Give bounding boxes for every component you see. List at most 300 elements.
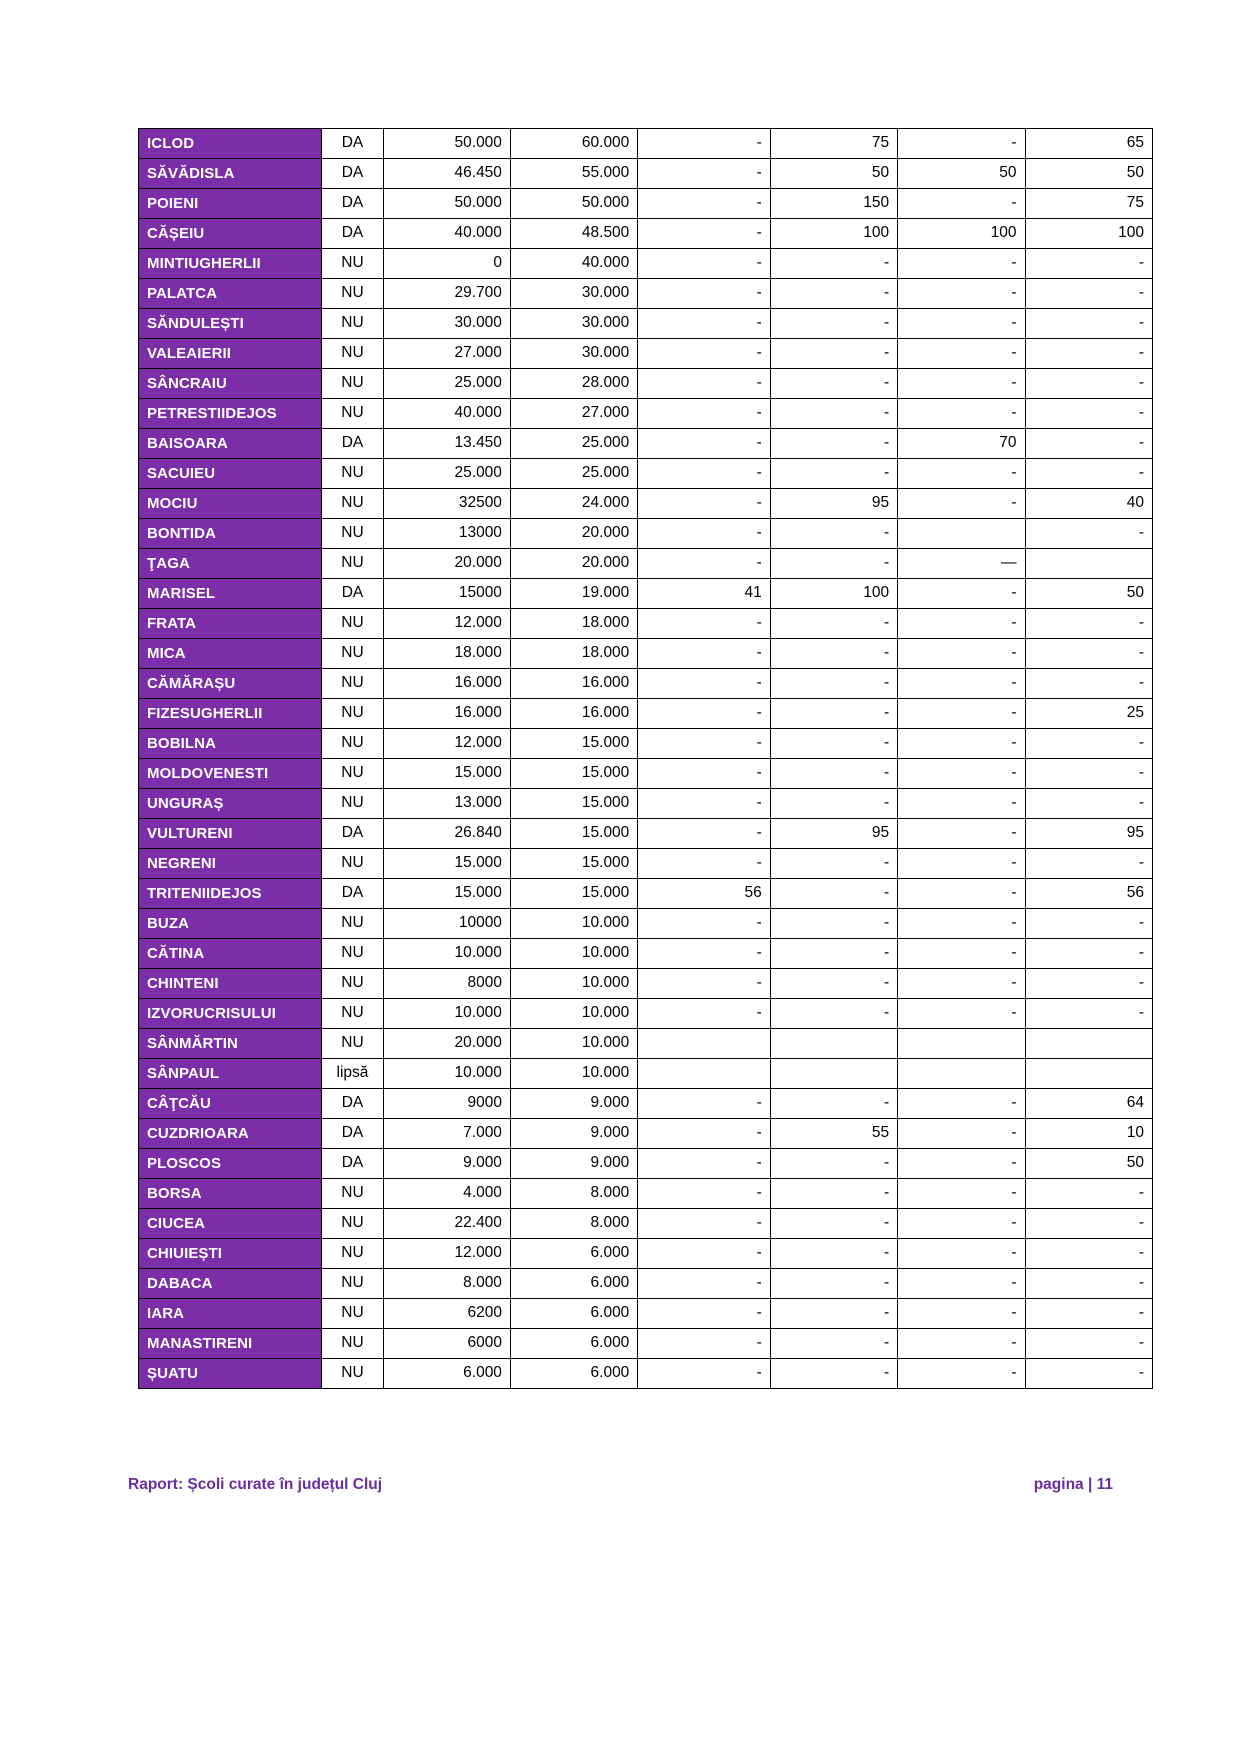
- cell-status: NU: [322, 609, 383, 639]
- cell-locality-name: SACUIEU: [139, 459, 322, 489]
- cell-status: NU: [322, 1359, 383, 1389]
- table-row: [139, 429, 1153, 459]
- cell-v3: -: [638, 1269, 770, 1299]
- cell-v2: 24.000: [510, 489, 637, 519]
- cell-v4: -: [770, 669, 897, 699]
- cell-status: NU: [322, 459, 383, 489]
- cell-v3: -: [638, 339, 770, 369]
- cell-v6: -: [1025, 1209, 1152, 1239]
- cell-status: NU: [322, 669, 383, 699]
- cell-v2: 6.000: [510, 1359, 637, 1389]
- cell-v6: 50: [1025, 579, 1152, 609]
- cell-v4: 50: [770, 159, 897, 189]
- cell-v1: 12.000: [383, 1239, 510, 1269]
- cell-v6: -: [1025, 369, 1152, 399]
- cell-v3: -: [638, 309, 770, 339]
- cell-status: NU: [322, 279, 383, 309]
- table-row: [139, 1179, 1153, 1209]
- cell-v3: -: [638, 489, 770, 519]
- cell-v5: -: [898, 1089, 1025, 1119]
- cell-locality-name: MARISEL: [139, 579, 322, 609]
- cell-v3: -: [638, 129, 770, 159]
- cell-v4: -: [770, 1359, 897, 1389]
- cell-v4: -: [770, 309, 897, 339]
- cell-status: NU: [322, 909, 383, 939]
- schools-data-table: [138, 128, 1153, 1389]
- table-row: [139, 1359, 1153, 1389]
- cell-status: DA: [322, 1089, 383, 1119]
- cell-v2: 8.000: [510, 1179, 637, 1209]
- cell-locality-name: CĂTINA: [139, 939, 322, 969]
- cell-v1: 16.000: [383, 699, 510, 729]
- cell-v1: 29.700: [383, 279, 510, 309]
- table-row: [139, 1029, 1153, 1059]
- cell-v5: -: [898, 129, 1025, 159]
- cell-v4: -: [770, 369, 897, 399]
- cell-v2: 18.000: [510, 609, 637, 639]
- cell-v6: -: [1025, 279, 1152, 309]
- cell-locality-name: CIUCEA: [139, 1209, 322, 1239]
- cell-v4: -: [770, 459, 897, 489]
- cell-v3: -: [638, 729, 770, 759]
- cell-v4: -: [770, 339, 897, 369]
- cell-v4: -: [770, 609, 897, 639]
- table-row: [139, 369, 1153, 399]
- cell-v1: 15.000: [383, 759, 510, 789]
- cell-v1: 26.840: [383, 819, 510, 849]
- cell-v5: -: [898, 399, 1025, 429]
- cell-v1: 6.000: [383, 1359, 510, 1389]
- cell-v5: -: [898, 1209, 1025, 1239]
- cell-v6: -: [1025, 639, 1152, 669]
- cell-v6: 50: [1025, 159, 1152, 189]
- cell-v5: -: [898, 609, 1025, 639]
- cell-status: NU: [322, 1329, 383, 1359]
- cell-v2: 50.000: [510, 189, 637, 219]
- cell-v1: 15000: [383, 579, 510, 609]
- cell-v3: -: [638, 669, 770, 699]
- cell-v5: -: [898, 1179, 1025, 1209]
- cell-locality-name: ŢAGA: [139, 549, 322, 579]
- table-row: [139, 159, 1153, 189]
- cell-v4: 150: [770, 189, 897, 219]
- table-row: [139, 549, 1153, 579]
- cell-v6: -: [1025, 909, 1152, 939]
- cell-v4: -: [770, 789, 897, 819]
- cell-v3: -: [638, 1089, 770, 1119]
- cell-v3: -: [638, 819, 770, 849]
- cell-status: NU: [322, 1269, 383, 1299]
- cell-status: NU: [322, 399, 383, 429]
- cell-v3: -: [638, 1209, 770, 1239]
- cell-v3: -: [638, 1149, 770, 1179]
- cell-v5: -: [898, 189, 1025, 219]
- cell-v6: -: [1025, 849, 1152, 879]
- cell-v4: -: [770, 1329, 897, 1359]
- cell-v3: -: [638, 789, 770, 819]
- cell-status: NU: [322, 789, 383, 819]
- cell-v5: -: [898, 1299, 1025, 1329]
- data-table-container: [138, 128, 1153, 1389]
- cell-v1: 32500: [383, 489, 510, 519]
- cell-v5: -: [898, 819, 1025, 849]
- cell-v1: 22.400: [383, 1209, 510, 1239]
- cell-locality-name: NEGRENI: [139, 849, 322, 879]
- cell-v5: -: [898, 789, 1025, 819]
- cell-v1: 12.000: [383, 609, 510, 639]
- cell-status: NU: [322, 1239, 383, 1269]
- cell-v2: 40.000: [510, 249, 637, 279]
- cell-v4: 75: [770, 129, 897, 159]
- table-row: [139, 849, 1153, 879]
- cell-v6: -: [1025, 759, 1152, 789]
- cell-v5: -: [898, 1149, 1025, 1179]
- cell-v6: -: [1025, 1359, 1152, 1389]
- cell-v6: 25: [1025, 699, 1152, 729]
- cell-status: NU: [322, 759, 383, 789]
- cell-v2: 10.000: [510, 939, 637, 969]
- cell-v4: -: [770, 1179, 897, 1209]
- cell-v6: [1025, 1029, 1152, 1059]
- cell-v3: [638, 1029, 770, 1059]
- cell-v6: 100: [1025, 219, 1152, 249]
- cell-v4: 100: [770, 579, 897, 609]
- table-row: [139, 729, 1153, 759]
- table-row: [139, 909, 1153, 939]
- cell-v3: -: [638, 549, 770, 579]
- cell-v1: 15.000: [383, 879, 510, 909]
- cell-v3: -: [638, 1359, 770, 1389]
- cell-v1: 40.000: [383, 219, 510, 249]
- cell-v5: -: [898, 699, 1025, 729]
- cell-v6: 75: [1025, 189, 1152, 219]
- cell-locality-name: SĂVĂDISLA: [139, 159, 322, 189]
- table-row: [139, 339, 1153, 369]
- cell-v5: -: [898, 369, 1025, 399]
- cell-locality-name: CUZDRIOARA: [139, 1119, 322, 1149]
- cell-v5: -: [898, 1269, 1025, 1299]
- cell-v2: 48.500: [510, 219, 637, 249]
- table-row: [139, 129, 1153, 159]
- cell-v5: -: [898, 1359, 1025, 1389]
- cell-locality-name: FRATA: [139, 609, 322, 639]
- cell-v6: -: [1025, 459, 1152, 489]
- cell-v6: -: [1025, 1299, 1152, 1329]
- cell-v2: 9.000: [510, 1119, 637, 1149]
- table-row: [139, 189, 1153, 219]
- table-row: [139, 759, 1153, 789]
- cell-v3: -: [638, 609, 770, 639]
- cell-v6: -: [1025, 339, 1152, 369]
- cell-v4: [770, 1059, 897, 1089]
- cell-v3: -: [638, 159, 770, 189]
- table-row: [139, 1089, 1153, 1119]
- cell-v5: -: [898, 639, 1025, 669]
- cell-locality-name: CHINTENI: [139, 969, 322, 999]
- table-row: [139, 969, 1153, 999]
- cell-v3: -: [638, 219, 770, 249]
- cell-status: DA: [322, 879, 383, 909]
- cell-v5: -: [898, 729, 1025, 759]
- cell-locality-name: FIZESUGHERLII: [139, 699, 322, 729]
- cell-v4: -: [770, 759, 897, 789]
- cell-v1: 30.000: [383, 309, 510, 339]
- cell-v5: -: [898, 879, 1025, 909]
- cell-v1: 40.000: [383, 399, 510, 429]
- cell-v2: 16.000: [510, 669, 637, 699]
- table-row: [139, 789, 1153, 819]
- cell-status: DA: [322, 219, 383, 249]
- cell-v5: -: [898, 759, 1025, 789]
- cell-v1: 13000: [383, 519, 510, 549]
- cell-v2: 27.000: [510, 399, 637, 429]
- cell-v4: -: [770, 999, 897, 1029]
- cell-v5: -: [898, 939, 1025, 969]
- cell-v2: 10.000: [510, 1059, 637, 1089]
- table-row: [139, 639, 1153, 669]
- cell-status: NU: [322, 369, 383, 399]
- cell-v4: -: [770, 909, 897, 939]
- cell-v1: 15.000: [383, 849, 510, 879]
- cell-locality-name: DABACA: [139, 1269, 322, 1299]
- cell-v1: 13.000: [383, 789, 510, 819]
- cell-v3: -: [638, 1299, 770, 1329]
- cell-locality-name: CĂȘEIU: [139, 219, 322, 249]
- cell-v3: -: [638, 519, 770, 549]
- cell-v1: 10000: [383, 909, 510, 939]
- cell-v1: 25.000: [383, 459, 510, 489]
- cell-v1: 25.000: [383, 369, 510, 399]
- cell-v1: 8.000: [383, 1269, 510, 1299]
- table-body: [139, 129, 1153, 1389]
- cell-locality-name: MICA: [139, 639, 322, 669]
- cell-v4: 95: [770, 489, 897, 519]
- cell-v1: 12.000: [383, 729, 510, 759]
- cell-v3: -: [638, 429, 770, 459]
- cell-v6: [1025, 549, 1152, 579]
- cell-v2: 15.000: [510, 819, 637, 849]
- cell-v4: -: [770, 1209, 897, 1239]
- table-row: [139, 609, 1153, 639]
- cell-v6: -: [1025, 429, 1152, 459]
- cell-v4: -: [770, 699, 897, 729]
- table-row: [139, 579, 1153, 609]
- cell-locality-name: MINTIUGHERLII: [139, 249, 322, 279]
- cell-locality-name: MOCIU: [139, 489, 322, 519]
- cell-locality-name: PALATCA: [139, 279, 322, 309]
- cell-status: NU: [322, 489, 383, 519]
- cell-v2: 20.000: [510, 519, 637, 549]
- cell-v2: 15.000: [510, 789, 637, 819]
- cell-v3: -: [638, 369, 770, 399]
- cell-v2: 10.000: [510, 969, 637, 999]
- cell-v6: -: [1025, 1239, 1152, 1269]
- cell-v4: -: [770, 879, 897, 909]
- cell-v2: 30.000: [510, 309, 637, 339]
- cell-v1: 50.000: [383, 129, 510, 159]
- cell-status: DA: [322, 129, 383, 159]
- cell-v1: 10.000: [383, 939, 510, 969]
- cell-v1: 16.000: [383, 669, 510, 699]
- cell-v1: 10.000: [383, 999, 510, 1029]
- cell-v2: 15.000: [510, 879, 637, 909]
- cell-locality-name: BORSA: [139, 1179, 322, 1209]
- cell-locality-name: SÂNMĂRTIN: [139, 1029, 322, 1059]
- cell-v1: 8000: [383, 969, 510, 999]
- cell-locality-name: SÂNCRAIU: [139, 369, 322, 399]
- cell-v5: [898, 519, 1025, 549]
- cell-status: DA: [322, 189, 383, 219]
- cell-v5: -: [898, 1119, 1025, 1149]
- cell-status: NU: [322, 699, 383, 729]
- footer-report-title: Raport: Școli curate în județul Cluj: [128, 1476, 383, 1493]
- cell-v3: 56: [638, 879, 770, 909]
- cell-v2: 60.000: [510, 129, 637, 159]
- table-row: [139, 309, 1153, 339]
- cell-v6: -: [1025, 669, 1152, 699]
- cell-v6: -: [1025, 1329, 1152, 1359]
- table-row: [139, 519, 1153, 549]
- cell-status: DA: [322, 1119, 383, 1149]
- cell-status: NU: [322, 549, 383, 579]
- cell-v1: 6000: [383, 1329, 510, 1359]
- cell-locality-name: PETRESTIIDEJOS: [139, 399, 322, 429]
- table-row: [139, 1239, 1153, 1269]
- cell-v5: -: [898, 909, 1025, 939]
- cell-v1: 20.000: [383, 1029, 510, 1059]
- cell-v6: -: [1025, 729, 1152, 759]
- cell-v5: -: [898, 969, 1025, 999]
- table-row: [139, 669, 1153, 699]
- cell-v6: 10: [1025, 1119, 1152, 1149]
- cell-locality-name: BONTIDA: [139, 519, 322, 549]
- cell-v2: 15.000: [510, 849, 637, 879]
- table-row: [139, 1059, 1153, 1089]
- cell-v2: 18.000: [510, 639, 637, 669]
- cell-locality-name: VALEAIERII: [139, 339, 322, 369]
- cell-v6: -: [1025, 789, 1152, 819]
- cell-status: NU: [322, 309, 383, 339]
- cell-v4: 55: [770, 1119, 897, 1149]
- cell-v5: -: [898, 999, 1025, 1029]
- cell-v3: -: [638, 969, 770, 999]
- cell-v3: -: [638, 699, 770, 729]
- cell-v5: -: [898, 279, 1025, 309]
- cell-v5: [898, 1029, 1025, 1059]
- cell-v5: 100: [898, 219, 1025, 249]
- cell-v5: -: [898, 339, 1025, 369]
- cell-v5: 50: [898, 159, 1025, 189]
- cell-v6: -: [1025, 519, 1152, 549]
- cell-v1: 46.450: [383, 159, 510, 189]
- cell-v2: 28.000: [510, 369, 637, 399]
- cell-v6: [1025, 1059, 1152, 1089]
- cell-v4: -: [770, 1149, 897, 1179]
- cell-v1: 18.000: [383, 639, 510, 669]
- table-row: [139, 1209, 1153, 1239]
- cell-v4: -: [770, 1089, 897, 1119]
- table-row: [139, 489, 1153, 519]
- cell-v5: -: [898, 249, 1025, 279]
- cell-v4: -: [770, 849, 897, 879]
- cell-v1: 0: [383, 249, 510, 279]
- cell-v1: 4.000: [383, 1179, 510, 1209]
- table-row: [139, 1269, 1153, 1299]
- cell-v6: -: [1025, 399, 1152, 429]
- cell-v5: -: [898, 579, 1025, 609]
- cell-v3: -: [638, 279, 770, 309]
- cell-v6: -: [1025, 609, 1152, 639]
- cell-v2: 20.000: [510, 549, 637, 579]
- cell-v5: -: [898, 309, 1025, 339]
- cell-status: DA: [322, 1149, 383, 1179]
- cell-v2: 19.000: [510, 579, 637, 609]
- cell-v2: 6.000: [510, 1329, 637, 1359]
- cell-locality-name: PLOSCOS: [139, 1149, 322, 1179]
- cell-v2: 8.000: [510, 1209, 637, 1239]
- cell-v2: 30.000: [510, 339, 637, 369]
- cell-locality-name: CĂMĂRAȘU: [139, 669, 322, 699]
- cell-locality-name: POIENI: [139, 189, 322, 219]
- cell-v4: -: [770, 519, 897, 549]
- cell-status: NU: [322, 999, 383, 1029]
- cell-v1: 27.000: [383, 339, 510, 369]
- cell-v4: 100: [770, 219, 897, 249]
- table-row: [139, 249, 1153, 279]
- cell-v3: -: [638, 1329, 770, 1359]
- cell-v4: -: [770, 969, 897, 999]
- cell-status: NU: [322, 1029, 383, 1059]
- cell-v3: -: [638, 249, 770, 279]
- table-row: [139, 699, 1153, 729]
- cell-v2: 6.000: [510, 1269, 637, 1299]
- cell-v2: 10.000: [510, 999, 637, 1029]
- cell-status: NU: [322, 339, 383, 369]
- cell-v4: 95: [770, 819, 897, 849]
- cell-v6: -: [1025, 1179, 1152, 1209]
- cell-status: lipsă: [322, 1059, 383, 1089]
- cell-v6: 56: [1025, 879, 1152, 909]
- cell-v6: 95: [1025, 819, 1152, 849]
- cell-locality-name: VULTURENI: [139, 819, 322, 849]
- cell-status: DA: [322, 819, 383, 849]
- cell-v4: -: [770, 639, 897, 669]
- cell-v2: 9.000: [510, 1089, 637, 1119]
- cell-v6: -: [1025, 1269, 1152, 1299]
- cell-v3: -: [638, 1179, 770, 1209]
- cell-v5: -: [898, 459, 1025, 489]
- cell-v6: -: [1025, 249, 1152, 279]
- cell-locality-name: CHIUIEȘTI: [139, 1239, 322, 1269]
- table-row: [139, 939, 1153, 969]
- table-row: [139, 999, 1153, 1029]
- cell-v3: -: [638, 999, 770, 1029]
- cell-v5: -: [898, 849, 1025, 879]
- cell-v3: -: [638, 759, 770, 789]
- cell-status: NU: [322, 849, 383, 879]
- cell-v5: [898, 1059, 1025, 1089]
- cell-v2: 6.000: [510, 1239, 637, 1269]
- cell-v6: -: [1025, 939, 1152, 969]
- footer-page-number: pagina | 11: [1033, 1476, 1113, 1493]
- cell-v5: -: [898, 489, 1025, 519]
- table-row: [139, 399, 1153, 429]
- page-footer: [128, 1476, 1113, 1494]
- table-row: [139, 279, 1153, 309]
- cell-v2: 15.000: [510, 729, 637, 759]
- cell-v1: 9.000: [383, 1149, 510, 1179]
- cell-v2: 25.000: [510, 459, 637, 489]
